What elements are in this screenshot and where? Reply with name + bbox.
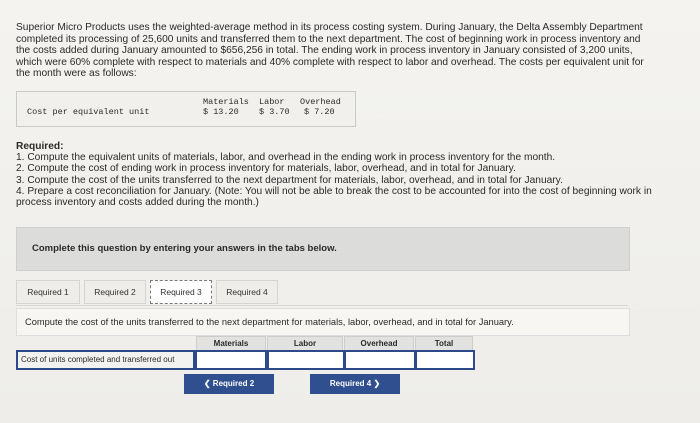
required-item-4: 4. Prepare a cost reconciliation for January. (Note: You will not be able to break the cost to be accounted for into the cost of beginning work in process inventory and costs added during the month.)	[16, 185, 652, 209]
required-item-3: 3. Compute the cost of the units transferred to the next department for materials, labor, overhead, and in total for January.	[16, 174, 563, 186]
labor-input[interactable]	[267, 350, 345, 370]
cost-per-unit-box	[16, 91, 356, 127]
instructions-banner	[16, 227, 630, 271]
materials-input[interactable]	[195, 350, 267, 370]
cost-row-label: Cost per equivalent unit	[27, 107, 150, 117]
required-item-1: 1. Compute the equivalent units of materials, labor, and overhead in the ending work in process inventory for the month.	[16, 152, 556, 164]
required-item-2: 2. Compute the cost of ending work in process inventory for materials, labor, overhead, and in total for January.	[16, 163, 516, 175]
problem-text: Superior Micro Products uses the weighted-average method in its process costing system. During January, the Delta Assembly Department completed its processing of 25,600 units and transferred them to the next department. The cost of beginning work in process inventory and the costs added during January amounted to $656,256 in total. The ending work in process inventory in January consisted of 3,200 units, which were 60% complete with respect to materials and 40% complete with respect to labor and overhead. The costs per equivalent unit for the month were as follows:	[16, 22, 644, 80]
labor-value: $ 3.70	[259, 107, 290, 117]
materials-value: $ 13.20	[203, 107, 239, 117]
required-title: Required:	[16, 141, 64, 152]
prev-button[interactable]	[184, 374, 274, 394]
col-total: Total	[415, 336, 473, 352]
tab-required-4[interactable]: Required 4	[216, 280, 278, 304]
banner-text: Complete this question by entering your answers in the tabs below.	[32, 243, 337, 254]
tab-required-3[interactable]: Required 3	[150, 280, 212, 304]
chevron-left-icon: ❮	[203, 379, 211, 388]
materials-header: Materials	[203, 97, 249, 107]
chevron-right-icon: ❯	[373, 379, 381, 388]
required-section	[16, 141, 676, 208]
prev-label: Required 2	[212, 379, 255, 388]
col-materials: Materials	[196, 336, 266, 352]
overhead-header: Overhead	[300, 97, 341, 107]
overhead-value: $ 7.20	[304, 107, 335, 117]
tab-instruction	[16, 308, 630, 336]
total-input[interactable]	[415, 350, 475, 370]
next-button[interactable]	[310, 374, 400, 394]
divider	[16, 305, 628, 306]
next-label: Required 4	[329, 379, 372, 388]
instruction-text: Compute the cost of the units transferred to the next department for materials, labor, overhead, and in total for January.	[25, 317, 514, 327]
labor-header: Labor	[259, 97, 285, 107]
row-transferred-out-label: Cost of units completed and transferred out	[16, 350, 195, 370]
overhead-input[interactable]	[344, 350, 416, 370]
col-overhead: Overhead	[344, 336, 414, 352]
tab-required-2[interactable]: Required 2	[84, 280, 146, 304]
tab-required-1[interactable]: Required 1	[16, 280, 80, 304]
col-labor: Labor	[267, 336, 343, 352]
